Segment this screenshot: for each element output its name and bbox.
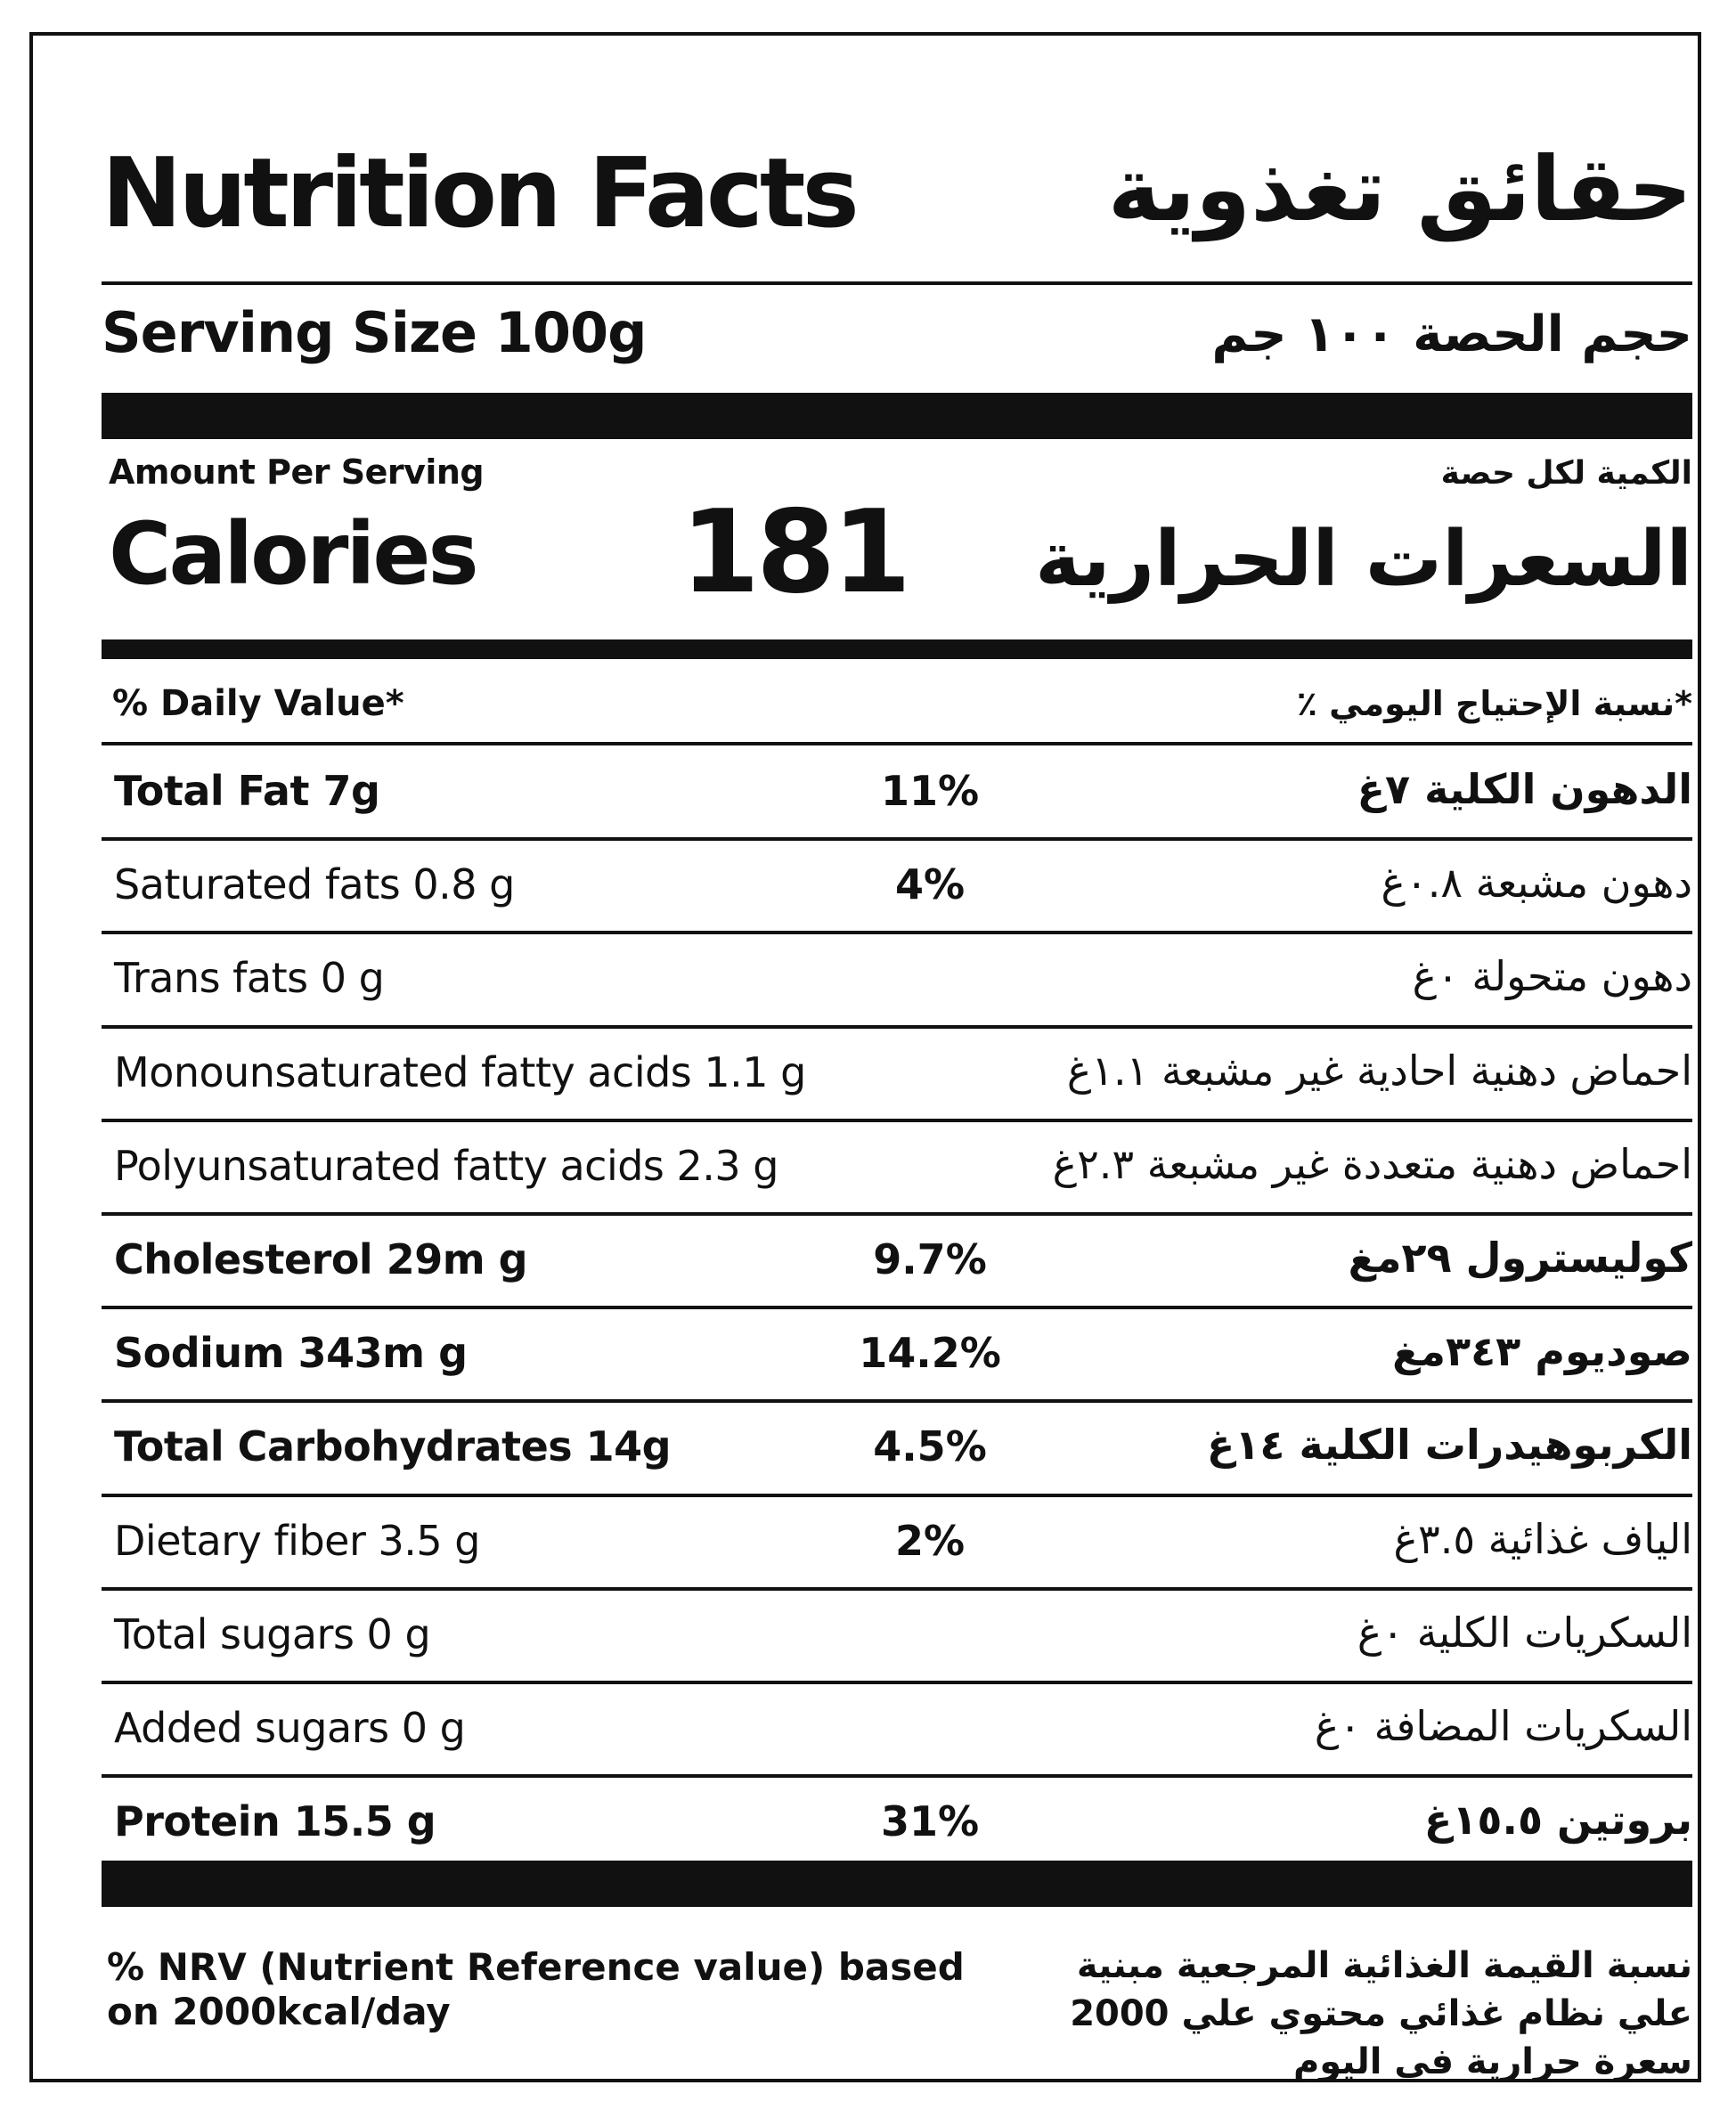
title-english: Nutrition Facts (102, 138, 856, 249)
nutrient-row (102, 1401, 1692, 1495)
amount-per-serving-english: Amount Per Serving (109, 452, 485, 492)
nutrient-row (102, 933, 1692, 1026)
nutrient-row (102, 1120, 1692, 1214)
nutrient-daily-value-percent: 4% (894, 860, 966, 909)
title-arabic: حقائق تغذوية (1107, 137, 1692, 241)
divider-thick (102, 393, 1692, 439)
nutrient-name-arabic: الدهون الكلية ٧غ (1357, 765, 1692, 813)
calories-label-arabic: السعرات الحرارية (1035, 515, 1692, 604)
footnote-english: % NRV (Nutrient Reference value) based on 2000kcal/day (107, 1945, 965, 2033)
nutrient-row (102, 745, 1692, 839)
calories-label-english: Calories (109, 504, 477, 604)
nutrient-name-english: Monounsaturated fatty acids 1.1 g (114, 1047, 806, 1096)
nutrient-daily-value-percent: 4.5% (873, 1422, 987, 1471)
nutrient-name-arabic: بروتين ١٥.٥غ (1423, 1796, 1692, 1845)
nutrient-daily-value-percent: 31% (880, 1797, 980, 1846)
nutrient-name-english: Cholesterol 29m g (114, 1235, 528, 1283)
nutrient-row (102, 1495, 1692, 1589)
nutrient-row (102, 1682, 1692, 1776)
nutrient-name-arabic: دهون مشبعة ٠.٨غ (1381, 859, 1692, 908)
nutrition-label (29, 32, 1701, 2082)
divider-thick (102, 1861, 1692, 1907)
divider-medium (102, 639, 1692, 659)
nutrient-name-english: Total Carbohydrates 14g (114, 1422, 672, 1471)
nutrient-name-arabic: الكربوهيدرات الكلية ١٤غ (1206, 1421, 1692, 1470)
amount-per-serving-arabic: الكمية لكل حصة (1440, 455, 1692, 492)
nutrient-daily-value-percent: 14.2% (859, 1329, 1001, 1378)
nutrient-name-english: Total Fat 7g (114, 767, 380, 815)
serving-size-arabic: حجم الحصة ١٠٠ جم (1211, 305, 1692, 363)
nutrient-name-arabic: احماض دهنية احادية غير مشبعة ١.١غ (1066, 1046, 1692, 1095)
nutrient-row (102, 1307, 1692, 1401)
nutrient-name-english: Dietary fiber 3.5 g (114, 1516, 480, 1565)
serving-size-english: Serving Size 100g (102, 300, 647, 365)
nutrient-name-english: Sodium 343m g (114, 1329, 468, 1378)
nutrient-name-english: Protein 15.5 g (114, 1797, 436, 1846)
nutrient-daily-value-percent: 11% (880, 767, 980, 815)
nutrient-name-english: Added sugars 0 g (114, 1704, 466, 1752)
calories-value: 181 (681, 486, 909, 619)
nutrient-name-arabic: السكريات المضافة ٠غ (1314, 1702, 1692, 1750)
nutrient-daily-value-percent: 2% (894, 1516, 966, 1565)
daily-value-header-english: % Daily Value* (112, 683, 404, 724)
nutrient-daily-value-percent: 9.7% (873, 1235, 987, 1283)
nutrient-name-arabic: دهون متحولة ٠غ (1412, 952, 1692, 1001)
nutrient-name-english: Polyunsaturated fatty acids 2.3 g (114, 1141, 778, 1190)
footnote-arabic: نسبة القيمة الغذائية المرجعية مبنية علي نظام غذائي محتوي علي 2000 سعرة حرارية في اليوم (1070, 1945, 1692, 2082)
nutrient-row (102, 1214, 1692, 1307)
nutrient-name-arabic: صوديوم ٣٤٣مغ (1392, 1327, 1692, 1376)
nutrient-name-english: Total sugars 0 g (114, 1609, 431, 1658)
nutrient-row (102, 1027, 1692, 1120)
nutrient-name-english: Saturated fats 0.8 g (114, 860, 515, 909)
nutrient-name-arabic: السكريات الكلية ٠غ (1357, 1608, 1692, 1657)
nutrient-row (102, 839, 1692, 933)
nutrient-row (102, 1776, 1692, 1869)
daily-value-header-arabic: *نسبة الإحتياج اليومي ٪ (1296, 684, 1692, 723)
nutrient-name-arabic: كوليسترول ٢٩مغ (1348, 1234, 1692, 1282)
nutrient-name-arabic: الياف غذائية ٣.٥غ (1393, 1514, 1692, 1563)
divider-thin (102, 281, 1692, 285)
nutrient-name-arabic: احماض دهنية متعددة غير مشبعة ٢.٣غ (1052, 1139, 1692, 1188)
nutrient-row (102, 1589, 1692, 1682)
nutrient-name-english: Trans fats 0 g (114, 954, 385, 1003)
